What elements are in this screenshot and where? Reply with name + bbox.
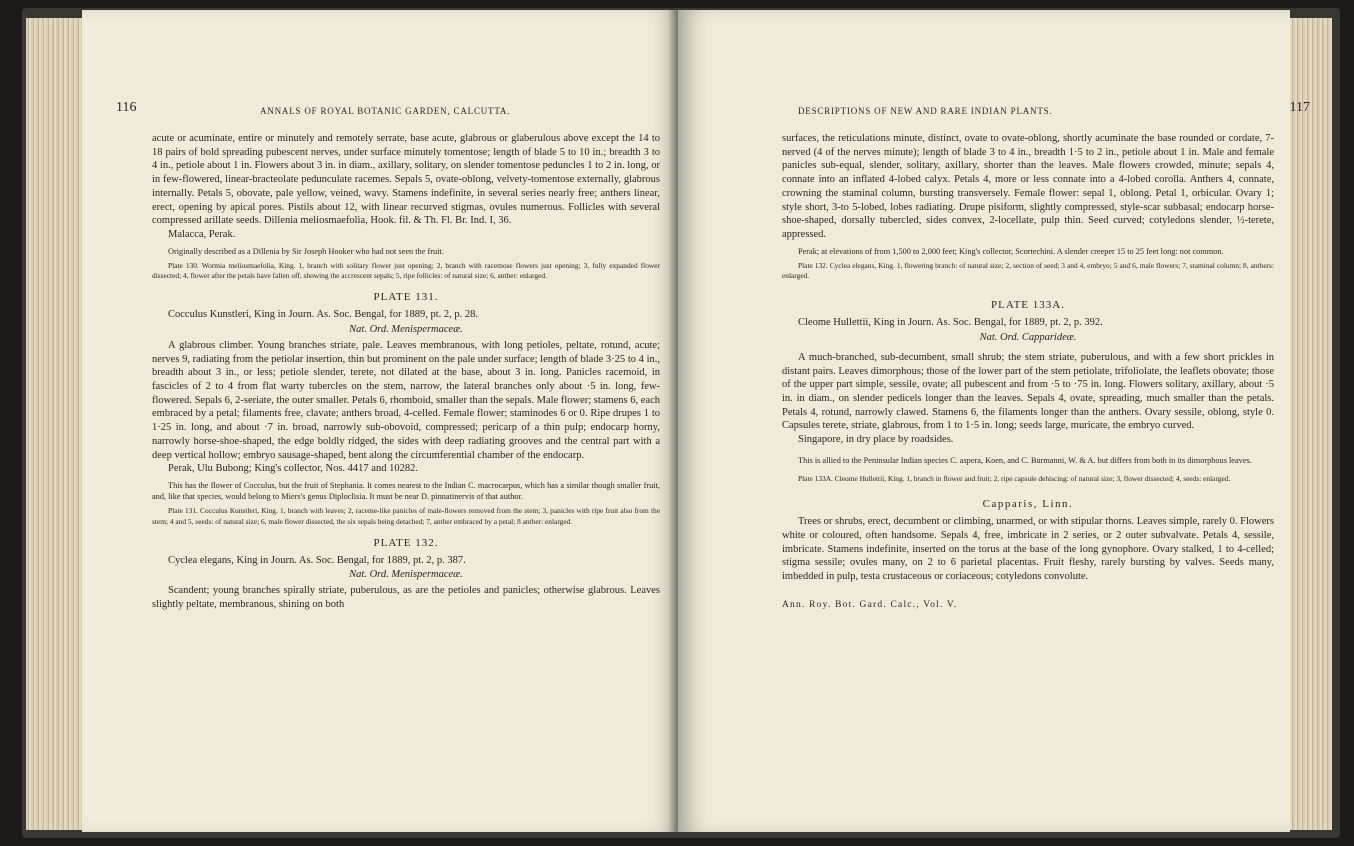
cyclea-description-continued: surfaces, the reticulations minute, distinct, ovate to ovate-oblong, shortly acuminate the base rounded or cordate, 7-nerved (4 of the nerves minute); length of blade 3 to 4 in., breadth 1·5 to 2 in., petiole about 1 in. Male and female panicles sub-equal, slender, solitary, axillary, shorter than the leaves. Male flowers crowded, minute; sepals 4, connate into an inflated 4-lobed calyx. Petals 4, more or less connate into a 4-lobed corolla. Anthers 4, connate, crowning the staminal column, bursting transversely. Female flower: sepal 1, oblong. Petal 1, orbicular. Ovary 1; style short, 3-to 5-lobed, lobes radiating. Drupe pisiform, slightly compressed, style-scar subbasal; endocarp horse-shoe-shaped, dorsally tubercled, sides convex, 2-locellate, pulp thin. Seed curved; cotyledons slender, ½-terete, appressed. xyxy=(782,133,1274,240)
right-page xyxy=(678,10,1310,832)
right-page-edges xyxy=(1290,18,1332,830)
plate-133a-citation: Cleome Hullettii, King in Journ. As. Soc. Bengal, for 1889, pt. 2, p. 392. xyxy=(798,317,1103,329)
plate-132-description-start: Scandent; young branches spirally striate, puberulous, as are the petioles and panicles; otherwise glabrous. Leaves slightly peltate, membranous, shining on both xyxy=(152,585,660,611)
plate-133a-explanation: Plate 133A. Cleome Hullettii, King. 1, branch in flower and fruit; 2, ripe capsule dehiscing: of natural size; 3, flower dissected; 4, seeds: enlarged. xyxy=(798,474,1231,484)
wormia-description-continued: acute or acuminate, entire or minutely and remotely serrate, base acute, glabrous or glaberulous above except the 14 to 18 pairs of bold spreading pubescent nerves, under surface minutely tomentose; length of blade 5 to 10 in.; breadth 3 to 4 in., petiole about 1 in. Flowers about 3 in. in diam., axillary, solitary, on slender tomentose peduncles 1 to 2 in. long, or in few-flowered, linear-bracteolate pedunculate racemes. Sepals 5, ovate-oblong, velvety-tomentose externally, glabrous internally. Petals 5, obovate, pale yellow, veined, wavy. Stamens indefinite, in several series nearly free; anthers linear, erect, opening by apical pores. Pistils about 12, with linear recurved stigmas, ovules numerous. Follicles with several compressed arillate seeds. Dillenia meliosmaefolia, Hook. fil. & Th. Fl. Br. Ind. I, 36. xyxy=(152,133,660,227)
plate-133a-locality: Singapore, in dry place by roadsides. xyxy=(798,434,954,446)
right-page-content xyxy=(782,100,1310,610)
right-running-title: DESCRIPTIONS OF NEW AND RARE INDIAN PLANTS. xyxy=(798,106,1053,116)
plate-133a-order: Nat. Ord. Capparideæ. xyxy=(979,331,1077,343)
plate-133a-heading: PLATE 133A. xyxy=(991,299,1065,312)
plate-131-description: A glabrous climber. Young branches striate, pale. Leaves membranous, with long petioles, peltate, rotund, acute; nerves 9, radiating from the petiolar insertion, thin but prominent on the pale under surface; length of blade 3·25 to 4 in., breadth about 3 in., or less; petiole slender, terete, not dilated at the base, about 3 in. long. Panicles racemoid, in fascicles of 2 to 4 from flat warty tubercles on the stem, narrow, the lateral branches only about ·5 in. long, few-flowered. Sepals 6, 2-seriate, the outer smaller. Petals 6, rhomboid, smaller than the sepals. Male flower; stamens 6, each embraced by a petal; filaments free, clavate; anthers broad, 4-celled. Female flower; staminodes 6 or 0. Ripe drupes 1 to 1·25 in. long, and about ·7 in. broad, narrowly sub-obovoid, compressed; pericarp of a thin pulp; endocarp horny, narrowly horse-shoe-shaped, the edge boldly ridged, the sides with deep radiating grooves and the central part with a deep vertical hollow; embryo sausage-shaped, bent along the circumferential chamber of the endocarp. xyxy=(152,339,660,461)
plate-131-citation: Cocculus Kunstleri, King in Journ. As. Soc. Bengal, for 1889, pt. 2, p. 28. xyxy=(168,309,479,321)
plate-131-heading: PLATE 131. xyxy=(373,291,439,304)
left-page xyxy=(82,10,678,832)
right-page-number: 117 xyxy=(1289,100,1310,115)
plate-footer: Ann. Roy. Bot. Gard. Calc., Vol. V. xyxy=(782,599,958,610)
plate-131-locality: Perak, Ulu Bubong; King's collector, Nos. 4417 and 10282. xyxy=(168,463,418,475)
wormia-locality: Malacca, Perak. xyxy=(168,228,236,240)
plate-130-explanation: Plate 130. Wormia meliosmaefolia, King. 1, branch with solitary flower just opening; 2, branch with racemose flowers just opening; 3, fully expanded flower dissected; 4, flower after the petals have fallen off, showing the accrescent sepals; 5, ripe follicles: of natural size; 6, anther: enlarged. xyxy=(152,260,660,281)
plate-133a-description: A much-branched, sub-decumbent, small shrub; the stem striate, puberulous, and with a few short prickles in distant pairs. Leaves dimorphous; those of the lower part of the stem petiolate, trifoliolate, the leaflets obovate; those of the upper part simple, sessile, ovate; all pubescent and from ·5 to ·75 in. long. Flowers solitary, axillary, about ·5 in. in diam., on slender pedicels longer than the leaves. Sepals 4, ovate, spreading, much smaller than the petals. Petals 4, rotund, narrowly clawed. Stamens 6, the filaments longer than the anthers. Ovary sessile, oblong, style 0. Capsules terete, striate, glabrous, from 1 to 1·5 in. long; seeds large, muricate, the embryo curved. xyxy=(782,351,1274,432)
plate-132-heading: PLATE 132. xyxy=(373,536,439,549)
capparis-description: Trees or shrubs, erect, decumbent or climbing, unarmed, or with stipular thorns. Leaves simple, rarely 0. Flowers white or coloured, often handsome. Sepals 4, free, imbricate in 2 series, or 2 outer subvalvate. Petals 4, sessile, imbricate. Stamens indefinite, inserted on the torus at the base of the long gynophore. Ovary stalked, 1 to 4-celled; stigma sessile; ovules many, on 2 to 6 parietal placentas. Fruit fleshy, rarely bursting by valves. Seeds many, imbedded in pulp, testa crustaceous or coriaceous; cotyledons convolute. xyxy=(782,516,1274,583)
plate-132-explanation: Plate 132. Cyclea elegans, King. 1, flowering branch: of natural size; 2, section of seed; 3 and 4, embryo; 5 and 6, male flowers; 7, staminal column; 8, anthers: enlarged. xyxy=(782,260,1274,281)
left-page-number: 116 xyxy=(116,100,137,115)
right-running-head xyxy=(782,100,1310,126)
left-running-title: ANNALS OF ROYAL BOTANIC GARDEN, CALCUTTA. xyxy=(260,106,511,116)
plate-131-explanation: Plate 131. Cocculus Kunstleri, King. 1, branch with leaves; 2, raceme-like panicles of male-flowers removed from the stem; 3, panicles with ripe fruit also from the stem; 4 and 5, seeds: of natural size; 6, male flower dissected, the six sepals being detached; 7, anther embraced by a petal; 8 anther: enlarged. xyxy=(152,506,660,526)
plate-131-order: Nat. Ord. Menispermaceæ. xyxy=(349,323,463,335)
left-running-head xyxy=(116,100,660,126)
cyclea-locality: Perak; at elevations of from 1,500 to 2,000 feet; King's collector, Scortechini. A slender creeper 15 to 25 feet long: not common. xyxy=(798,246,1224,256)
plate-132-citation: Cyclea elegans, King in Journ. As. Soc. Bengal, for 1889, pt. 2, p. 387. xyxy=(168,554,466,566)
wormia-note: Originally described as a Dillenia by Sir Joseph Hooker who had not seen the fruit. xyxy=(168,246,444,256)
plate-131-note: This has the flower of Cocculus, but the fruit of Stephania. It comes nearest to the Indian C. macrocarpus, which has a similar though smaller fruit, and, like that species, would belong to Miers's genus Diploclisia. It must be near D. pinnatinervis of that author. xyxy=(152,480,660,502)
capparis-heading: Capparis, Linn. xyxy=(982,498,1074,511)
plate-133a-note: This is allied to the Peninsular Indian species C. aspera, Koen, and C. Burmanni, W. & A. but differs from both in its dimorphous leaves. xyxy=(798,455,1252,465)
left-page-content xyxy=(116,100,660,612)
plate-132-order: Nat. Ord. Menispermaceæ. xyxy=(349,569,463,581)
